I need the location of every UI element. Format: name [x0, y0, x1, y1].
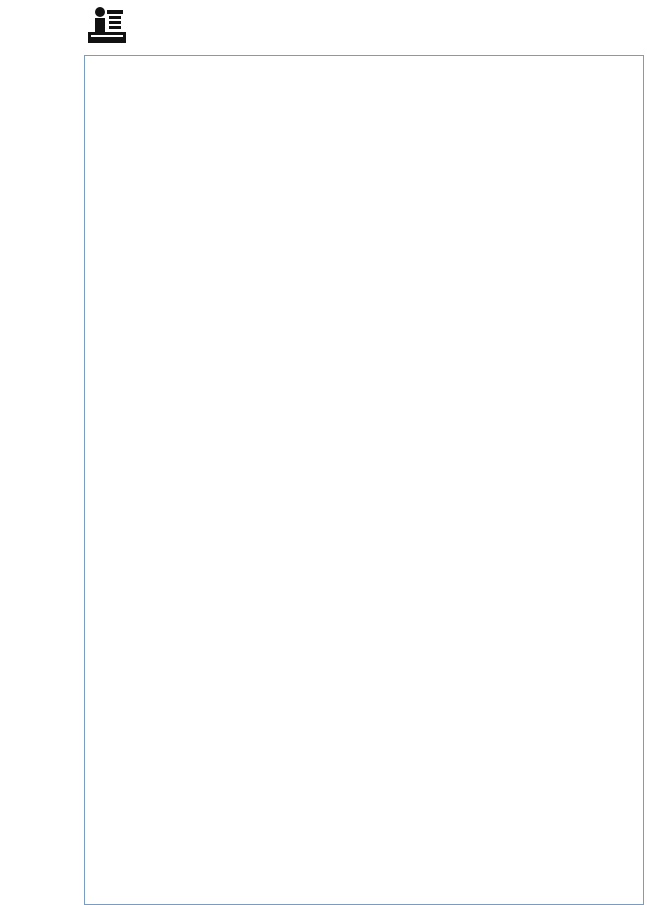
- results-table-frame: [84, 55, 644, 905]
- kanoon-logo-icon: [85, 2, 129, 46]
- top-bar: [0, 0, 647, 52]
